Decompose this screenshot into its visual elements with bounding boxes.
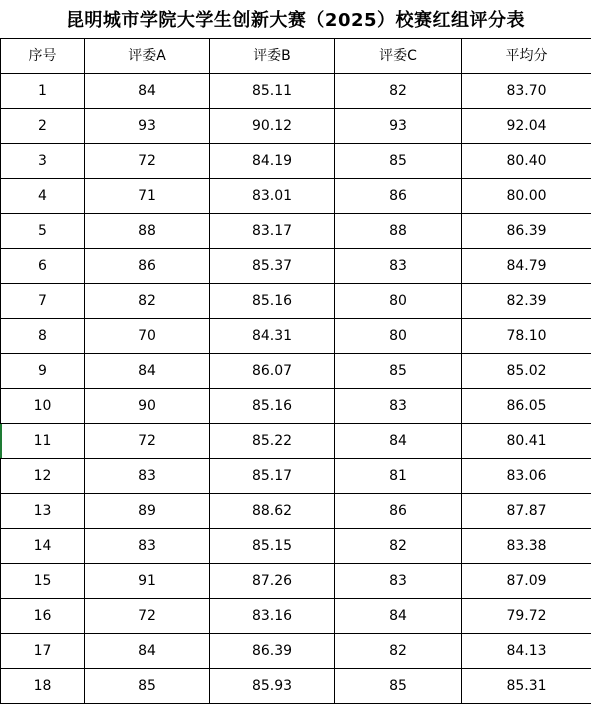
cell-judge-a[interactable]: 91 xyxy=(85,564,210,599)
cell-index[interactable]: 7 xyxy=(1,284,85,319)
cell-index[interactable]: 9 xyxy=(1,354,85,389)
cell-judge-c[interactable]: 82 xyxy=(335,634,462,669)
cell-judge-c[interactable]: 84 xyxy=(335,599,462,634)
cell-judge-a[interactable]: 72 xyxy=(85,144,210,179)
cell-judge-c[interactable]: 83 xyxy=(335,389,462,424)
cell-judge-c[interactable]: 86 xyxy=(335,179,462,214)
cell-judge-a[interactable]: 89 xyxy=(85,494,210,529)
cell-index[interactable]: 18 xyxy=(1,669,85,704)
cell-index[interactable]: 15 xyxy=(1,564,85,599)
cell-index[interactable]: 6 xyxy=(1,249,85,284)
cell-judge-c[interactable]: 81 xyxy=(335,459,462,494)
table-row xyxy=(1,459,591,494)
cell-average[interactable]: 80.41 xyxy=(462,424,591,459)
score-table xyxy=(0,38,591,704)
cell-index[interactable]: 5 xyxy=(1,214,85,249)
cell-judge-c[interactable]: 85 xyxy=(335,354,462,389)
cell-judge-a[interactable]: 70 xyxy=(85,319,210,354)
cell-judge-b[interactable]: 88.62 xyxy=(210,494,335,529)
cell-average[interactable]: 83.06 xyxy=(462,459,591,494)
header-cell-index[interactable]: 序号 xyxy=(1,39,85,74)
table-row xyxy=(1,634,591,669)
cell-judge-c[interactable]: 86 xyxy=(335,494,462,529)
cell-judge-a[interactable]: 71 xyxy=(85,179,210,214)
row-selection-marker xyxy=(0,424,2,458)
table-row xyxy=(1,74,591,109)
table-row xyxy=(1,354,591,389)
cell-judge-c[interactable]: 85 xyxy=(335,669,462,704)
cell-index[interactable]: 13 xyxy=(1,494,85,529)
table-row xyxy=(1,284,591,319)
cell-judge-a[interactable]: 83 xyxy=(85,459,210,494)
cell-judge-c[interactable]: 80 xyxy=(335,284,462,319)
cell-average[interactable]: 87.09 xyxy=(462,564,591,599)
cell-average[interactable]: 82.39 xyxy=(462,284,591,319)
cell-judge-a[interactable]: 84 xyxy=(85,354,210,389)
cell-judge-a[interactable]: 72 xyxy=(85,424,210,459)
cell-average[interactable]: 92.04 xyxy=(462,109,591,144)
cell-judge-b[interactable]: 86.39 xyxy=(210,634,335,669)
cell-average[interactable]: 79.72 xyxy=(462,599,591,634)
cell-average[interactable]: 84.79 xyxy=(462,249,591,284)
cell-average[interactable]: 80.40 xyxy=(462,144,591,179)
header-cell-judge-a[interactable]: 评委A xyxy=(85,39,210,74)
table-row xyxy=(1,494,591,529)
header-cell-average[interactable]: 平均分 xyxy=(462,39,591,74)
table-row xyxy=(1,144,591,179)
cell-judge-b[interactable]: 85.15 xyxy=(210,529,335,564)
table-row xyxy=(1,214,591,249)
cell-judge-b[interactable]: 85.16 xyxy=(210,389,335,424)
cell-judge-a[interactable]: 93 xyxy=(85,109,210,144)
cell-index[interactable]: 3 xyxy=(1,144,85,179)
table-body xyxy=(1,74,591,704)
cell-judge-c[interactable]: 84 xyxy=(335,424,462,459)
cell-judge-b[interactable]: 85.22 xyxy=(210,424,335,459)
cell-judge-b[interactable]: 90.12 xyxy=(210,109,335,144)
cell-average[interactable]: 84.13 xyxy=(462,634,591,669)
table-row xyxy=(1,529,591,564)
cell-judge-c[interactable]: 80 xyxy=(335,319,462,354)
header-cell-judge-b[interactable]: 评委B xyxy=(210,39,335,74)
cell-average[interactable]: 86.05 xyxy=(462,389,591,424)
cell-judge-c[interactable]: 82 xyxy=(335,74,462,109)
cell-index[interactable]: 8 xyxy=(1,319,85,354)
table-row xyxy=(1,564,591,599)
cell-judge-b[interactable]: 84.19 xyxy=(210,144,335,179)
table-row xyxy=(1,249,591,284)
cell-average[interactable]: 85.31 xyxy=(462,669,591,704)
cell-judge-b[interactable]: 84.31 xyxy=(210,319,335,354)
cell-judge-c[interactable]: 93 xyxy=(335,109,462,144)
cell-average[interactable]: 80.00 xyxy=(462,179,591,214)
cell-judge-a[interactable]: 72 xyxy=(85,599,210,634)
cell-index[interactable]: 4 xyxy=(1,179,85,214)
cell-index[interactable]: 2 xyxy=(1,109,85,144)
cell-average[interactable]: 83.38 xyxy=(462,529,591,564)
cell-judge-b[interactable]: 85.37 xyxy=(210,249,335,284)
cell-index[interactable]: 14 xyxy=(1,529,85,564)
cell-average[interactable]: 78.10 xyxy=(462,319,591,354)
cell-judge-a[interactable]: 84 xyxy=(85,74,210,109)
table-row xyxy=(1,319,591,354)
table-row xyxy=(1,424,591,459)
cell-judge-b[interactable]: 83.16 xyxy=(210,599,335,634)
cell-judge-c[interactable]: 83 xyxy=(335,249,462,284)
cell-average[interactable]: 87.87 xyxy=(462,494,591,529)
cell-judge-a[interactable]: 84 xyxy=(85,634,210,669)
table-row xyxy=(1,179,591,214)
cell-judge-b[interactable]: 83.01 xyxy=(210,179,335,214)
cell-judge-b[interactable]: 87.26 xyxy=(210,564,335,599)
cell-average[interactable]: 83.70 xyxy=(462,74,591,109)
table-row xyxy=(1,109,591,144)
table-row xyxy=(1,669,591,704)
sheet-title[interactable]: 昆明城市学院大学生创新大赛（2025）校赛红组评分表 xyxy=(65,10,526,31)
cell-judge-c[interactable]: 82 xyxy=(335,529,462,564)
cell-judge-c[interactable]: 85 xyxy=(335,144,462,179)
cell-index[interactable]: 1 xyxy=(1,74,85,109)
cell-judge-c[interactable]: 88 xyxy=(335,214,462,249)
cell-judge-a[interactable]: 83 xyxy=(85,529,210,564)
cell-judge-b[interactable]: 85.93 xyxy=(210,669,335,704)
cell-judge-b[interactable]: 85.11 xyxy=(210,74,335,109)
table-row xyxy=(1,599,591,634)
cell-judge-a[interactable]: 88 xyxy=(85,214,210,249)
cell-judge-b[interactable]: 85.16 xyxy=(210,284,335,319)
cell-judge-a[interactable]: 82 xyxy=(85,284,210,319)
cell-judge-b[interactable]: 83.17 xyxy=(210,214,335,249)
cell-judge-b[interactable]: 86.07 xyxy=(210,354,335,389)
cell-average[interactable]: 85.02 xyxy=(462,354,591,389)
cell-index[interactable]: 16 xyxy=(1,599,85,634)
cell-index[interactable]: 11 xyxy=(1,424,85,459)
cell-average[interactable]: 86.39 xyxy=(462,214,591,249)
header-row xyxy=(1,39,591,74)
cell-judge-a[interactable]: 90 xyxy=(85,389,210,424)
cell-judge-a[interactable]: 86 xyxy=(85,249,210,284)
cell-judge-c[interactable]: 83 xyxy=(335,564,462,599)
header-cell-judge-c[interactable]: 评委C xyxy=(335,39,462,74)
cell-judge-a[interactable]: 85 xyxy=(85,669,210,704)
cell-index[interactable]: 17 xyxy=(1,634,85,669)
cell-index[interactable]: 12 xyxy=(1,459,85,494)
table-row xyxy=(1,389,591,424)
cell-judge-b[interactable]: 85.17 xyxy=(210,459,335,494)
cell-index[interactable]: 10 xyxy=(1,389,85,424)
